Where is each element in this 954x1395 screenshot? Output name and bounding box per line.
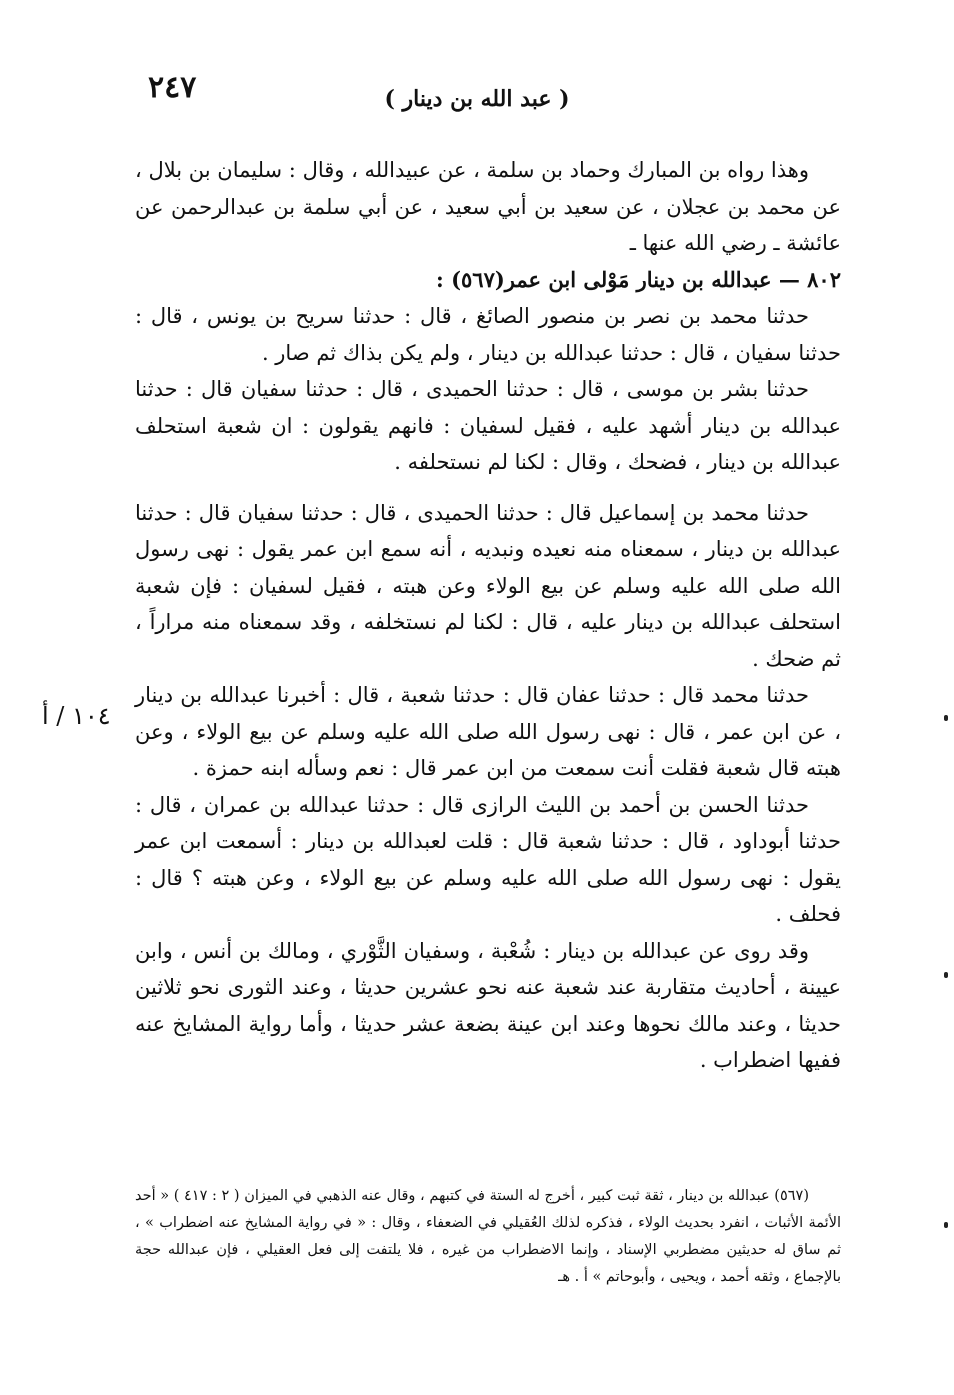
scan-speck <box>944 1222 948 1228</box>
main-text <box>135 152 841 1079</box>
running-header: ( عبد الله بن دينار ) <box>384 86 570 112</box>
scan-speck <box>944 715 948 721</box>
paragraph: وقد روى عن عبدالله بن دينار : شُعْبة ، وسفيان الثَّوْري ، ومالك بن أنس ، وابن عيينة ، أحاديث متقاربة عند شعبة عنه نحو عشرين حديثا ، وعند الثورى نحو ثلاثين حديثا ، وعند مالك نحوها وعند ابن عينة بضعة عشر حديثا ، وأما رواية المشايخ عنه ففيها اضطراب . <box>135 938 841 1072</box>
margin-folio-note: ١٠٤ / أ <box>42 702 111 730</box>
paragraph: حدثنا الحسن بن أحمد بن الليث الرازى قال : حدثنا عبدالله بن عمران ، قال : حدثنا أبوداود ، قال : حدثنا شعبة قال : قلت لعبدالله بن دينار : أسمعت ابن عمر يقول : نهى رسول الله صلى الله عليه وسلم عن بيع الولاء ، وعن هبته ؟ قال : فحلف . <box>135 792 841 926</box>
paragraph: حدثنا بشر بن موسى ، قال : حدثنا الحميدى ، قال : حدثنا سفيان قال : حدثنا عبدالله بن دينار أشهد عليه ، فقيل لسفيان : فانهم يقولون : ان شعبة استحلف عبدالله بن دينار ، فضحك ، وقال : لكنا لم نستحلفه . <box>135 377 841 474</box>
paragraph: حدثنا محمد بن نصر بن منصور الصائغ ، قال : حدثنا سريح بن يونس ، قال : حدثنا سفيان ، قال : حدثنا عبدالله بن دينار ، ولم يكن بذاك ثم صار . <box>135 304 841 365</box>
entry-heading: ٨٠٢ — عبدالله بن دينار مَوْلى ابن عمر(٥٦٧) : <box>436 266 841 292</box>
paragraph: وهذا رواه بن المبارك وحماد بن سلمة ، عن عبيدالله ، وقال : سليمان بن بلال ، عن محمد بن عجلان ، عن سعيد بن أبي سعيد ، عن أبي سلمة بن عبدالرحمن عن عائشة ـ رضي الله عنها ـ <box>135 158 841 255</box>
paragraph: حدثنا محمد قال : حدثنا عفان قال : حدثنا شعبة ، قال : أخبرنا عبدالله بن دينار ، عن ابن عمر ، قال : نهى رسول الله صلى الله عليه وسلم عن بيع الولاء ، وعن هبته قال شعبة فقلت أنت سمعت من ابن عمر قال : نعم وسأله ابنه حمزة . <box>135 683 841 780</box>
page-number: ٢٤٧ <box>148 70 197 105</box>
scan-speck <box>944 972 948 978</box>
footnotes <box>135 1183 841 1291</box>
paragraph: حدثنا محمد بن إسماعيل قال : حدثنا الحميدى ، قال : حدثنا سفيان قال : حدثنا عبدالله بن دينار ، سمعناه منه نعيده ونبديه ، أنه سمع ابن عمر يقول : نهى رسول الله صلى الله عليه وسلم عن بيع الولاء وعن هبته ، فقيل لسفيان : فإن شعبة استحلف عبدالله بن دينار عليه ، قال : لكنا لم نستخلفه ، وقد سمعناه منه مراراً ، ثم ضحك . <box>135 500 841 671</box>
footnote: (٥٦٧) عبدالله بن دينار ، ثقة ثبت كبير ، أخرج له الستة في كتبهم ، وقال عنه الذهبي في الميزان ( ٢ : ٤١٧ ) « أحد الأئمة الأثبات ، انفرد بحديث الولاء ، فذكره لذلك العُقيلي في الضعفاء ، وقال : « في رواية المشايخ عنه اضطراب » ، ثم ساق له حديثين مضطربي الإسناد ، وإنما الاضطراب من غيره ، فلا يلتفت إلى فعل العقيلي ، فإن عبدالله حجة بالإجماع ، وثقه أحمد ، ويحيى ، وأبوحاتم » أ . هـ <box>135 1188 841 1285</box>
